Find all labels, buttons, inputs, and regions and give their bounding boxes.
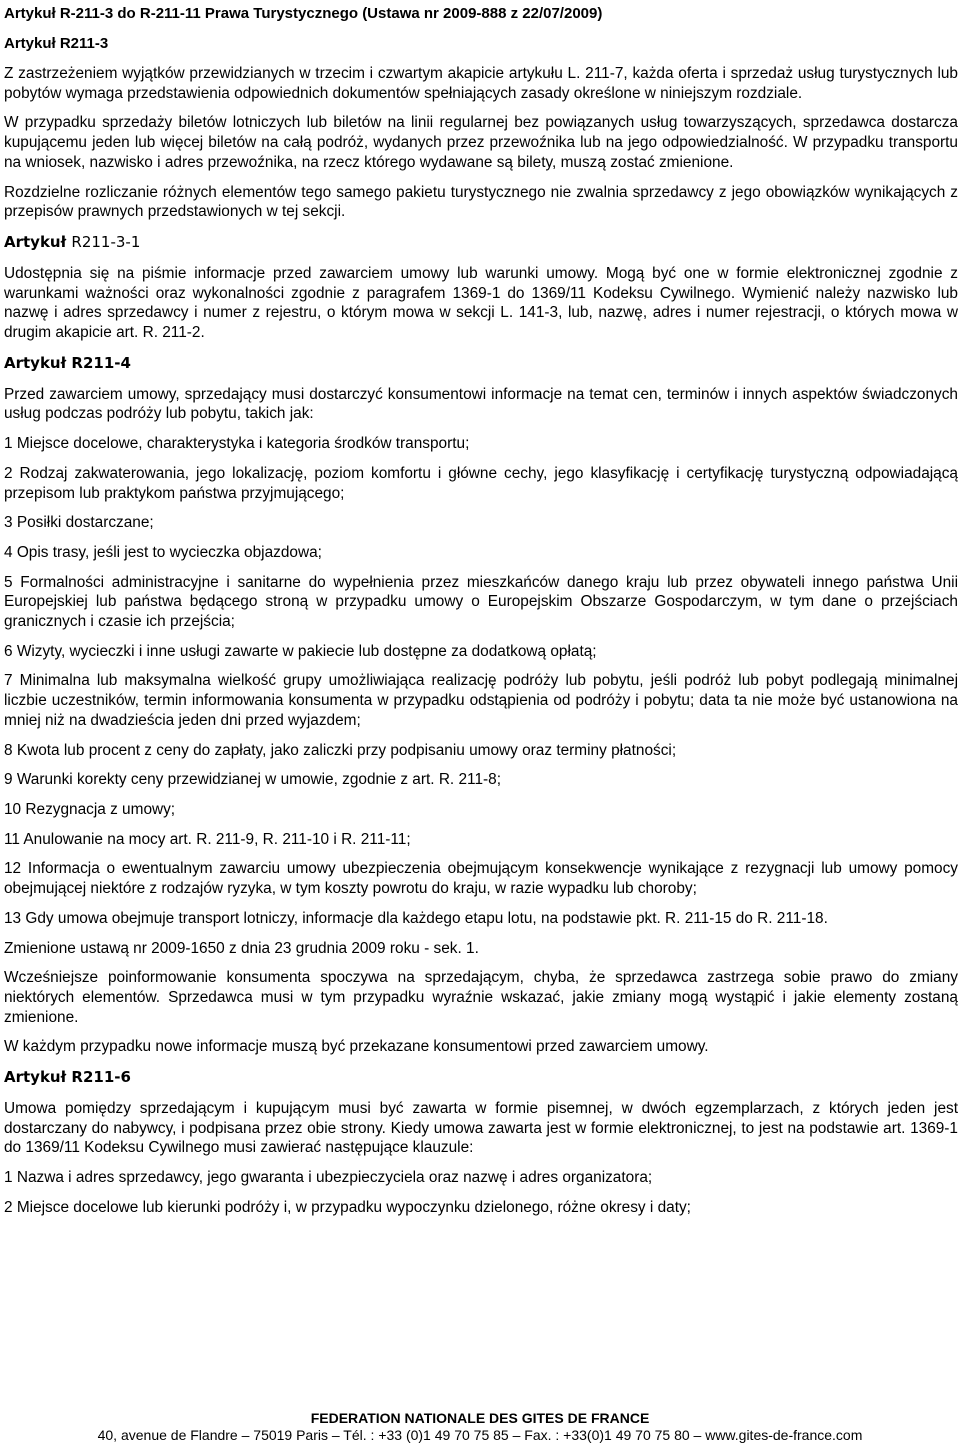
list-item: 4 Opis trasy, jeśli jest to wycieczka objazdowa; (4, 543, 322, 561)
footer-address: 40, avenue de Flandre – 75019 Paris – Tél. : +33 (0)1 49 70 75 85 – Fax. : +33(0)1 49 70 75 80 – www.gites-de-france.com (97, 1427, 863, 1443)
section-heading (4, 232, 958, 252)
list-item: 5 Formalności administracyjne i sanitarne do wypełnienia przez mieszkańców danego kraju lub przez obywateli innego państwa Unii Europejskiej lub państwa będącego stroną w przypadku umowy o Europejskim Obszarze Gospodarczym, w tym dane o przejściach granicznych i czasie ich przejścia; (4, 573, 958, 631)
list-item: 1 Nazwa i adres sprzedawcy, jego gwaranta i ubezpieczyciela oraz nazwę i adres organizatora; (4, 1169, 653, 1187)
document-page (4, 4, 958, 1228)
list-item: 6 Wizyty, wycieczki i inne usługi zawarte w pakiecie lub dostępne za dodatkową opłatą; (4, 642, 597, 660)
paragraph: Udostępnia się na piśmie informacje przed zawarciem umowy lub warunki umowy. Mogą być one w formie elektronicznej zgodnie z warunkami ważności oraz wykonalności zgodnie z paragrafem 1369-1 do 1369/11 Kodeksu Cywilnego. Wymienić należy nazwisko lub nazwę i adres sprzedawcy i numer z rejestru, o którym mowa w sekcji L. 141-3, lub, nazwę, adres i numer rejestracji, o których mowa w drugim akapicie art. R. 211-2. (4, 264, 958, 342)
section-heading-number: R211-3-1 (71, 232, 141, 251)
paragraph: Przed zawarciem umowy, sprzedający musi dostarczyć konsumentowi informacje na temat cen, terminów i innych aspektów świadczonych usług podczas podróży lub pobytu, takich jak: (4, 385, 958, 423)
section-heading-word: Artykuł (4, 232, 67, 251)
list-item: 7 Minimalna lub maksymalna wielkość grupy umożliwiająca realizację podróży lub pobytu, jeśli podróż lub pobyt podlegają minimalnej liczbie uczestników, termin informowania konsumenta w przypadku odstąpienia od podróży i pobytu; data ta nie może być ustanowiona na mniej niż na dwadzieścia jeden dni przed wyjazdem; (4, 672, 958, 729)
paragraph: Z zastrzeżeniem wyjątków przewidzianych w trzecim i czwartym akapicie artykułu L. 211-7, każda oferta i sprzedaż usług turystycznych lub pobytów wymaga przedstawienia odpowiednich dokumentów spełniających zasady określone w niniejszym rozdziale. (4, 65, 958, 102)
list-item: 11 Anulowanie na mocy art. R. 211-9, R. 211-10 i R. 211-11; (4, 830, 411, 848)
paragraph: W przypadku sprzedaży biletów lotniczych lub biletów na linii regularnej bez powiązanych usług towarzyszących, sprzedawca dostarcza kupującemu jeden lub więcej biletów na całą podróż, wydanych przez przewoźnika lub na jego odpowiedzialność. W przypadku transportu na wniosek, nazwisko i adres przewoźnika, na rzecz którego wydawane są bilety, muszą zostać zmienione. (4, 114, 958, 171)
document-title: Artykuł R-211-3 do R-211-11 Prawa Turystycznego (Ustawa nr 2009-888 z 22/07/2009) (4, 5, 603, 22)
list-item: 8 Kwota lub procent z ceny do zapłaty, jako zaliczki przy podpisaniu umowy oraz terminy płatności; (4, 741, 677, 759)
section-heading: Artykuł R211-6 (4, 1068, 131, 1087)
section-heading: Artykuł R211-3 (4, 35, 109, 52)
list-item: 1 Miejsce docelowe, charakterystyka i kategoria środków transportu; (4, 435, 470, 453)
list-item: 13 Gdy umowa obejmuje transport lotniczy, informacje dla każdego etapu lotu, na podstawie pkt. R. 211-15 do R. 211-18. (4, 909, 828, 927)
section-r211-6 (4, 1067, 958, 1218)
paragraph: Rozdzielne rozliczanie różnych elementów tego samego pakietu turystycznego nie zwalnia sprzedawcy z jego obowiązków wynikających z przepisów prawnych przedstawionych w tej sekcji. (4, 183, 958, 221)
paragraph: Wcześniejsze poinformowanie konsumenta spoczywa na sprzedającym, chyba, że sprzedawca zastrzega sobie prawo do zmiany niektórych elementów. Sprzedawca musi w tym przypadku wyraźnie wskazać, jakie zmiany mogą wystąpić i jakie elementy zostaną zmienione. (4, 969, 958, 1026)
list-item: 2 Miejsce docelowe lub kierunki podróży i, w przypadku wypoczynku dzielonego, różne okresy i daty; (4, 1198, 691, 1216)
list-item: 9 Warunki korekty ceny przewidzianej w umowie, zgodnie z art. R. 211-8; (4, 771, 501, 789)
section-r211-4 (4, 353, 958, 1057)
section-heading: Artykuł R211-4 (4, 353, 131, 372)
paragraph: Zmienione ustawą nr 2009-1650 z dnia 23 grudnia 2009 roku - sek. 1. (4, 939, 479, 957)
list-item: 10 Rezygnacja z umowy; (4, 800, 176, 818)
footer-organization: FEDERATION NATIONALE DES GITES DE FRANCE (310, 1410, 650, 1426)
list-item: 3 Posiłki dostarczane; (4, 514, 154, 532)
list-item: 2 Rodzaj zakwaterowania, jego lokalizację, poziom komfortu i główne cechy, jego klasyfikację i certyfikację turystyczną odpowiadającą przepisom lub praktykom państwa przyjmującego; (4, 464, 958, 502)
paragraph: W każdym przypadku nowe informacje muszą być przekazane konsumentowi przed zawarciem umowy. (4, 1038, 709, 1056)
list-item: 12 Informacja o ewentualnym zawarciu umowy ubezpieczenia obejmującym konsekwencje wynikające z rezygnacji lub umowy pomocy obejmującej niektóre z rodzajów ryzyka, w tym koszty powrotu do kraju, w razie wypadku lub choroby; (4, 860, 958, 898)
paragraph: Umowa pomiędzy sprzedającym i kupującym musi być zawarta w formie pisemnej, w dwóch egzemplarzach, z których jeden jest dostarczany do nabywcy, i podpisana przez obie strony. Kiedy umowa zawarta jest w formie elektronicznej, to jest na podstawie art. 1369-1 do 1369/11 Kodeksu Cywilnego musi zawierać następujące klauzule: (4, 1100, 958, 1157)
section-r211-3 (4, 34, 958, 222)
page-footer (0, 1410, 960, 1444)
section-r211-3-1 (4, 232, 958, 343)
